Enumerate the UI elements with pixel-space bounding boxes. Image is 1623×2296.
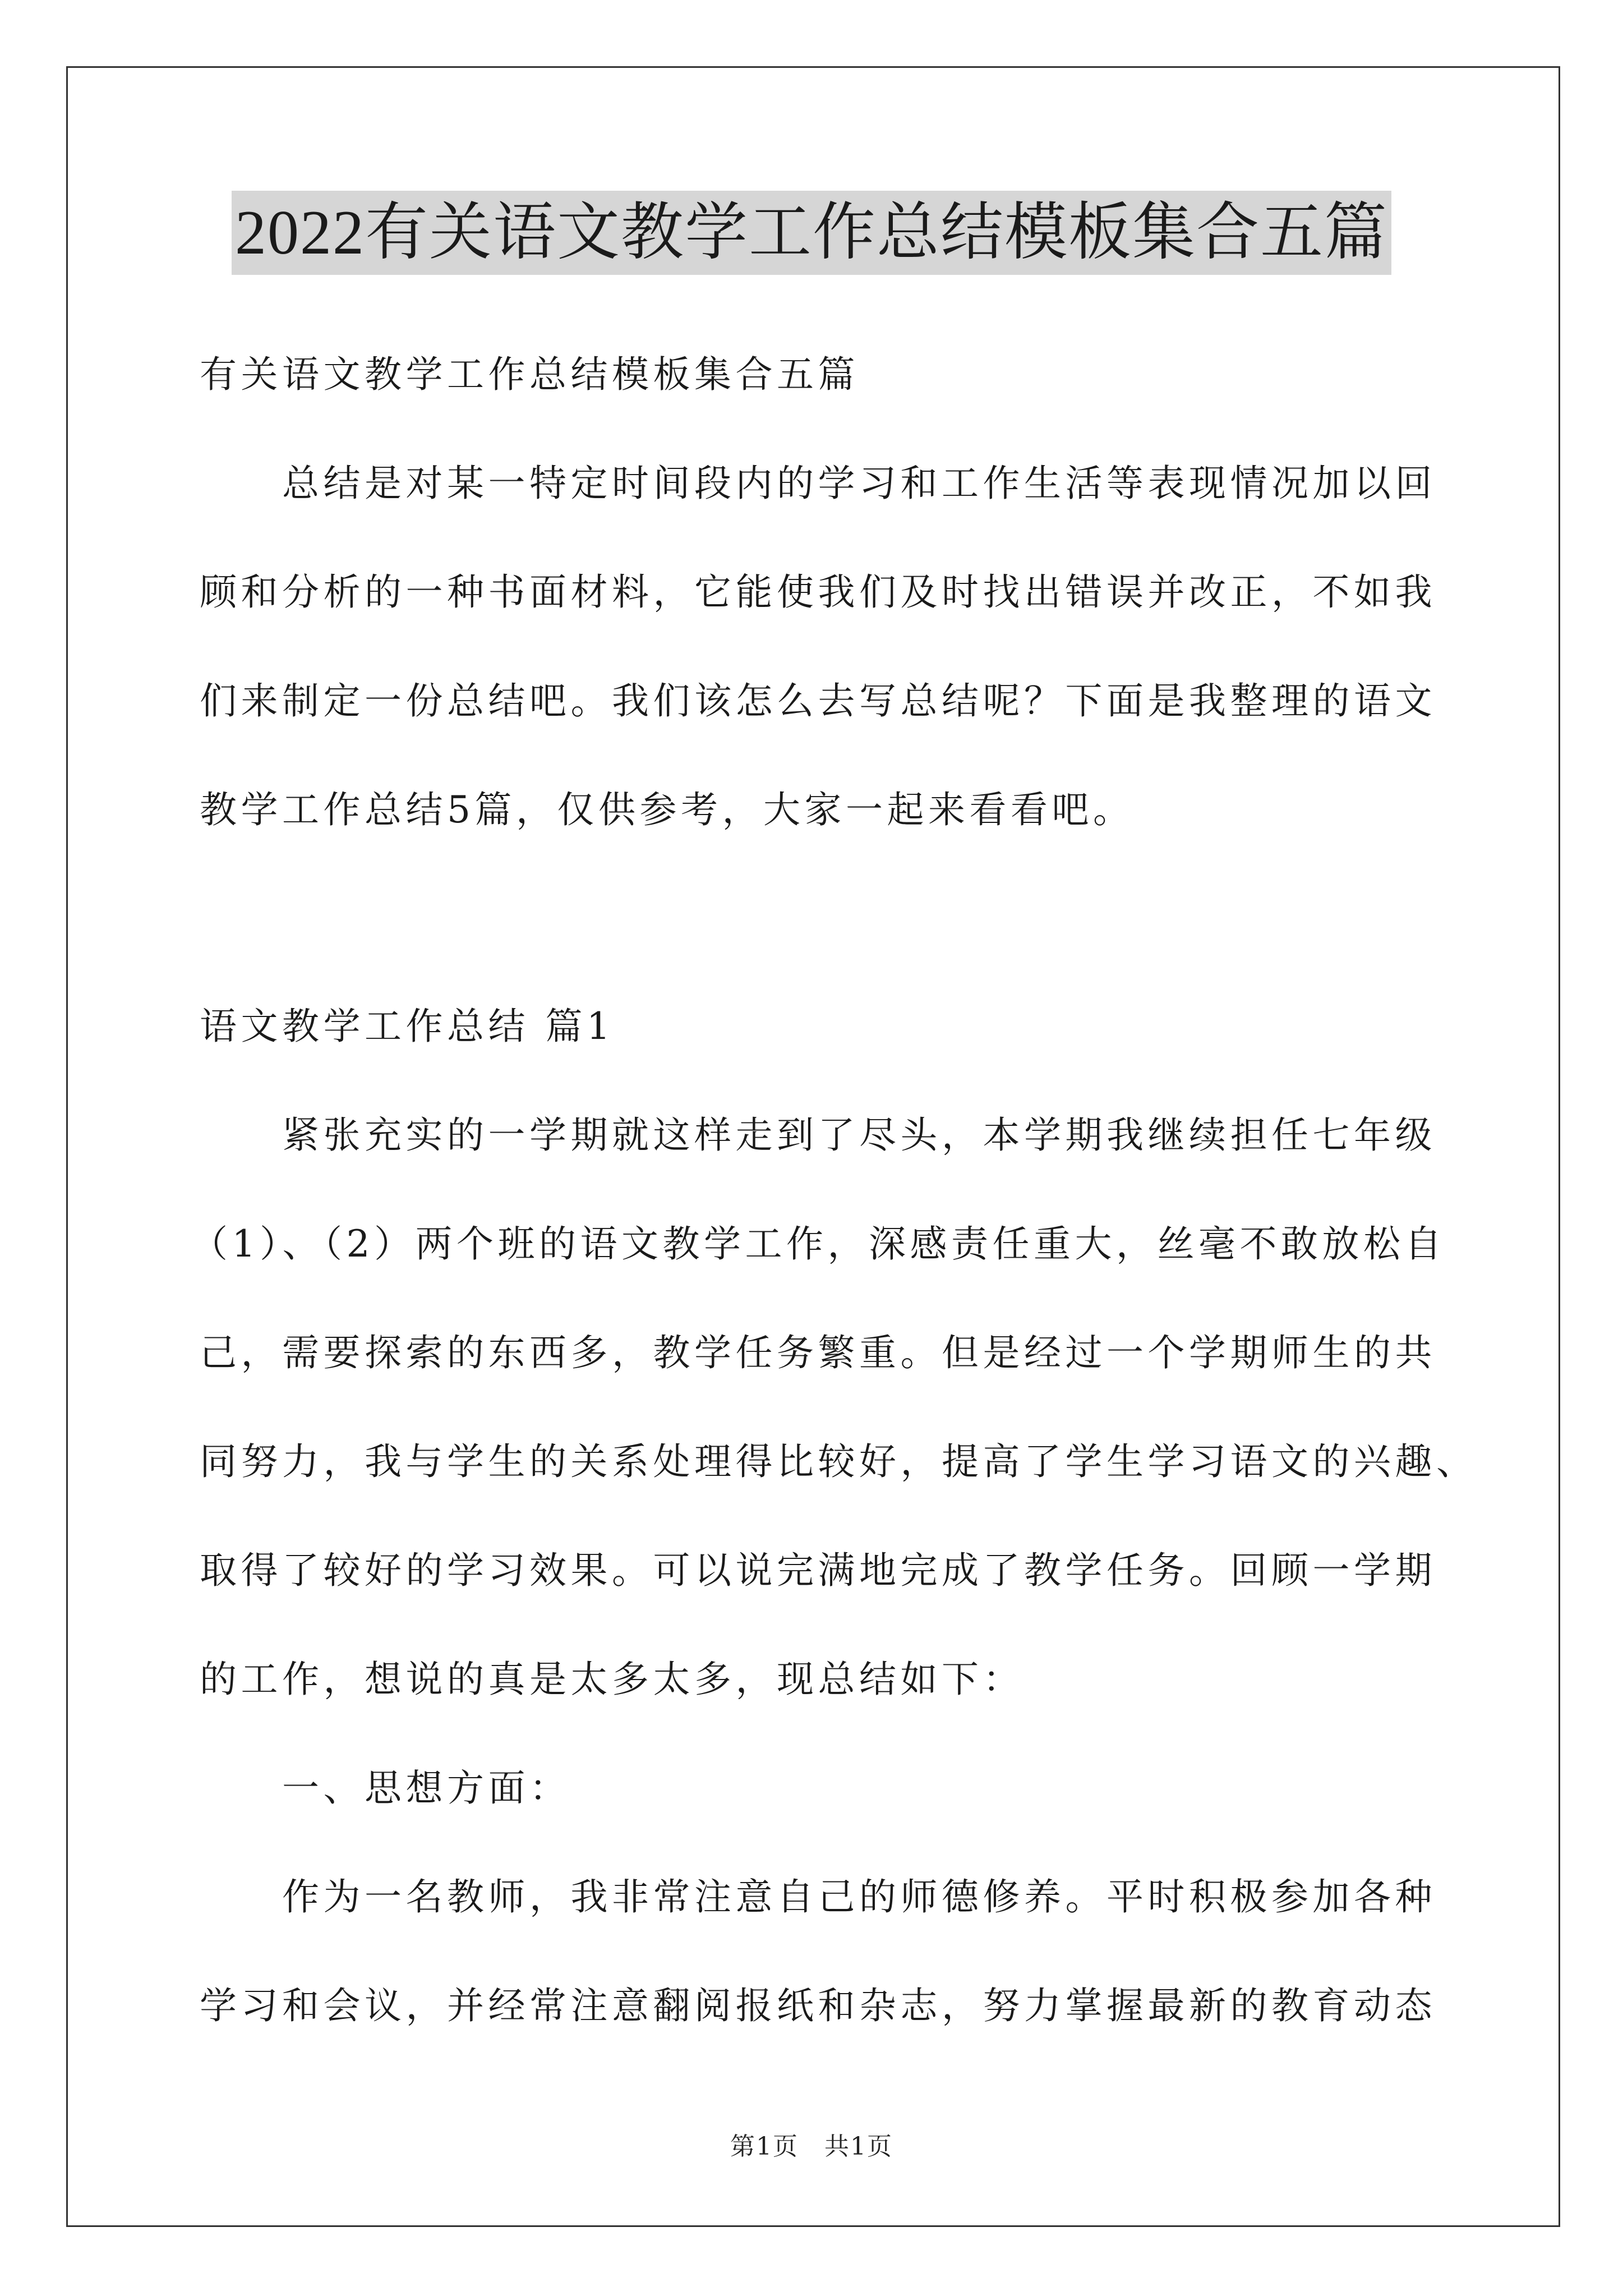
paragraph-line: 总结是对某一特定时间段内的学习和工作生活等表现情况加以回 xyxy=(200,462,1436,505)
paragraph-line: 己，需要探索的东西多，教学任务繁重。但是经过一个学期师生的共 xyxy=(200,1331,1436,1374)
paragraph-line: 作为一名教师，我非常注意自己的师德修养。平时积极参加各种 xyxy=(200,1875,1436,1918)
paragraph-line: 们来制定一份总结吧。我们该怎么去写总结呢？下面是我整理的语文 xyxy=(200,679,1436,723)
paragraph-line: 顾和分析的一种书面材料，它能使我们及时找出错误并改正，不如我 xyxy=(200,570,1436,614)
document-title: 2022有关语文教学工作总结模板集合五篇 xyxy=(232,191,1391,275)
paragraph-line: 教学工作总结5篇，仅供参考，大家一起来看看吧。 xyxy=(200,788,1135,831)
subtitle-line: 有关语文教学工作总结模板集合五篇 xyxy=(200,353,859,396)
paragraph-line: 的工作，想说的真是太多太多，现总结如下： xyxy=(200,1658,1024,1701)
paragraph-line: 取得了较好的学习效果。可以说完满地完成了教学任务。回顾一学期 xyxy=(200,1549,1436,1592)
subsection-heading: 一、思想方面： xyxy=(200,1766,571,1810)
paragraph-line: （1）、（2）两个班的语文教学工作，深感责任重大，丝毫不敢放松自 xyxy=(191,1222,1446,1266)
paragraph-line: 同努力，我与学生的关系处理得比较好，提高了学生学习语文的兴趣、 xyxy=(200,1440,1478,1483)
paragraph-line: 学习和会议，并经常注意翻阅报纸和杂志，努力掌握最新的教育动态 xyxy=(200,1984,1436,2027)
document-title-block xyxy=(0,191,1623,275)
paragraph-line: 紧张充实的一学期就这样走到了尽头，本学期我继续担任七年级 xyxy=(200,1114,1436,1157)
page-footer: 第1页 共1页 xyxy=(730,2132,893,2161)
section-heading: 语文教学工作总结 篇1 xyxy=(200,1005,615,1048)
